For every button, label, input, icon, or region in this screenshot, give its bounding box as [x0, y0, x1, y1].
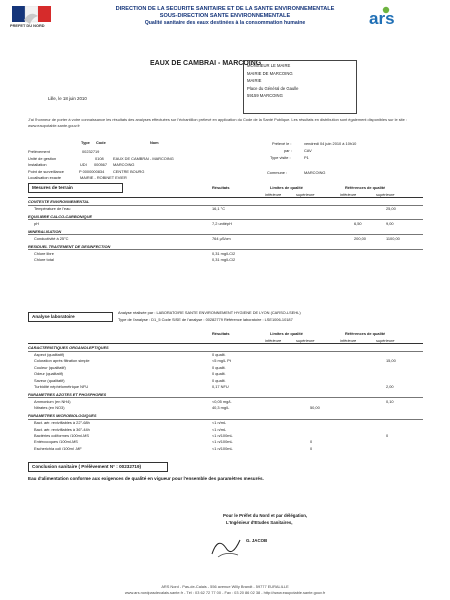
- row-result: 0 qualit.: [212, 371, 226, 377]
- row-label: Conductivité à 25°C: [34, 235, 69, 241]
- row-result: 0,17 NFU: [212, 384, 229, 389]
- meta-commune-label: Commune :: [267, 170, 288, 175]
- row-ref-sup: 1100,00: [386, 235, 400, 241]
- terrain-col-limites: Limites de qualité: [270, 185, 303, 190]
- group-heading: EQUILIBRE CALCO-CARBONIQUE: [28, 213, 92, 219]
- group-heading: RESIDUEL TRAITEMENT DE DESINFECTION: [28, 243, 111, 249]
- address-line: MAIRIE: [247, 78, 262, 84]
- row-label: Bactéries coliformes /100ml-MS: [34, 433, 89, 438]
- row-label: Turbidité néphélométrique NFU: [34, 384, 89, 389]
- row-ref-inf: 200,00: [354, 235, 366, 241]
- section-labo-label: Analyse laboratoire: [28, 312, 113, 322]
- labo-col-limites: Limites de qualité: [270, 331, 303, 336]
- meta-localisation-val: MAIRIE - ROBINET EVIER: [80, 175, 127, 180]
- address-line: MAIRIE DE MARCOING: [247, 70, 293, 76]
- meta-installation-type: UDI: [80, 162, 87, 167]
- row-label: Aspect (qualitatif): [34, 352, 65, 357]
- row-ref-sup: 9,00: [386, 220, 394, 226]
- prefet-caption: PREFET DU NORD: [10, 23, 45, 28]
- row-ref-sup: 15,00: [386, 358, 396, 364]
- group-heading: CONTEXTE ENVIRONNEMENTAL: [28, 199, 90, 204]
- meta-point-label: Point de surveillance: [28, 168, 64, 174]
- row-result: 0 qualit.: [212, 352, 226, 357]
- row-ref-sup: 2,00: [386, 384, 394, 389]
- row-label: Chlore total: [34, 257, 54, 263]
- meta-installation-nom: MARCOING: [113, 162, 135, 167]
- terrain-col-references: Références de qualité: [345, 185, 386, 190]
- labo-line-1: Analyse réalisée par : LABORATOIRE SANTE ENVIRONNEMENT HYGIENE DE LYON (CARSO-LSEHL): [118, 310, 301, 315]
- meta-par-label: par :: [284, 148, 292, 153]
- row-result: 16,1 °C: [212, 206, 226, 211]
- header-line-1: DIRECTION DE LA SECURITE SANITAIRE ET DE LA SANTE ENVIRONNEMENTALE: [115, 6, 335, 12]
- labo-sub-inf: inférieure: [265, 337, 282, 343]
- conclusion-text: Eau d'alimentation conforme aux exigences de qualité en vigueur pour l'ensemble des paramètres mesurés.: [28, 476, 264, 481]
- date-line: Lille, le 18 juin 2010: [48, 96, 87, 101]
- terrain-ref-sup: supérieure: [376, 191, 395, 197]
- meta-col-code: Code: [96, 140, 106, 145]
- terrain-col-resultats: Résultats: [212, 185, 230, 190]
- row-result: <1 n/100mL: [212, 445, 233, 451]
- signature-stamp: [208, 532, 246, 562]
- meta-preleve-label: Prélevé le :: [272, 141, 292, 146]
- row-label: pH: [34, 220, 39, 226]
- meta-localisation-label: Localisation exacte: [28, 175, 62, 180]
- address-line: 59159 MARCOING: [247, 93, 283, 99]
- row-label: Ammonium (en NH4): [34, 398, 71, 404]
- row-ref-sup: 25,00: [386, 206, 396, 211]
- row-label: Coloration après filtration simple: [34, 358, 90, 364]
- meta-preleve-val: vendredi 04 juin 2010 à 10h10: [304, 141, 357, 146]
- row-result: 0 qualit.: [212, 364, 226, 370]
- row-label: Bact. aér. revivifiables à 22°-68h: [34, 420, 90, 426]
- row-label: Chlore libre: [34, 250, 54, 256]
- meta-commune-val: MARCOING: [304, 170, 326, 175]
- row-limit-sup: 0: [310, 439, 313, 445]
- row-result: 0,31 mg/LCl2: [212, 250, 236, 256]
- signature-name: G. JACOB: [246, 538, 268, 543]
- labo-col-references: Références de qualité: [345, 331, 386, 336]
- address-line: MONSIEUR LE MAIRE: [247, 63, 291, 68]
- meta-col-type: Type: [81, 140, 90, 145]
- row-label: Escherichia coli /100ml -MF: [34, 445, 82, 451]
- republique-francaise-logo: [12, 6, 52, 32]
- meta-unite-label: Unité de gestion: [28, 155, 57, 161]
- group-heading: CARACTERISTIQUES ORGANOLEPTIQUES: [28, 345, 109, 350]
- row-result: <1 n/mL: [212, 426, 227, 432]
- group-divider: [28, 205, 423, 206]
- row-label: Nitrates (en NO3): [34, 405, 65, 411]
- ars-logo: [365, 5, 425, 27]
- row-result: 7,2 unitépH: [212, 220, 232, 226]
- row-label: Couleur (qualitatif): [34, 364, 66, 370]
- header-line-3: Qualité sanitaire des eaux destinées à la consommation humaine: [144, 20, 306, 26]
- meta-unite-nom: EAUX DE CAMBRAI - MARCOING: [113, 155, 174, 161]
- row-result: 764 µS/cm: [212, 235, 231, 241]
- row-result: <0,05 mg/L: [212, 398, 232, 404]
- meta-prelevement-label: Prélèvement: [28, 149, 50, 154]
- meta-point-nom: CENTRE BOURG: [113, 168, 145, 174]
- meta-unite-code: 0108: [95, 155, 104, 161]
- terrain-sub-sup: supérieure: [296, 191, 315, 197]
- row-label: Entérocoques /100ml-MS: [34, 439, 78, 445]
- row-result: <1 n/100mL: [212, 433, 233, 438]
- row-result: 0,31 mg/LCl2: [212, 257, 236, 263]
- row-ref-sup: 0,10: [386, 398, 394, 404]
- divider: [28, 343, 423, 344]
- meta-point-code: P 0000000834: [79, 168, 105, 174]
- header-line-2: SOUS-DIRECTION SANTE ENVIRONNEMENTALE: [159, 13, 291, 19]
- signature-line-2: L'Ingénieur d'Etudes Sanitaires,: [226, 520, 293, 525]
- row-label: Odeur (qualitatif): [34, 371, 63, 377]
- divider: [28, 197, 423, 198]
- row-result: 40,3 mg/L: [212, 405, 230, 411]
- labo-ref-inf: inférieure: [340, 337, 357, 343]
- address-line: Place du Général de Gaulle: [247, 85, 299, 91]
- ars-logo-text: ars: [369, 9, 395, 27]
- meta-installation-code: 000567: [94, 162, 107, 167]
- labo-sub-sup: supérieure: [296, 337, 315, 343]
- recipient-address: [247, 62, 298, 100]
- row-ref-inf: 6,50: [354, 220, 362, 226]
- terrain-ref-inf: inférieure: [340, 191, 357, 197]
- footer-line-1: ARS Nord - Pas-de-Calais - 556 avenue Willy Brandt - 59777 EURALILLE: [161, 584, 289, 589]
- row-result: 0 qualit.: [212, 377, 226, 383]
- conclusion-box: Conclusion sanitaire ( Prélèvement N° : 00232719): [28, 462, 168, 472]
- section-terrain-label: Mesures de terrain: [28, 183, 123, 193]
- row-result: <1 n/100mL: [212, 439, 233, 445]
- meta-col-nom: Nom: [150, 140, 159, 145]
- group-heading: PARAMETRES MICROBIOLOGIQUES: [28, 413, 97, 419]
- signature-line-1: Pour le Préfet du Nord et par délégation,: [223, 513, 308, 518]
- row-label: Saveur (qualitatif): [34, 377, 65, 383]
- intro-text: J'ai l'honneur de porter à votre connaissance les résultats des analyses effectuées sur l'échantillon prélevé en application du Code de la Santé Publique. Les résultats en distribution sont également disponibles sur le site : www.eaupotable.sante.gouv.fr: [28, 117, 407, 128]
- footer-line-2: www.ars.nordpasdecalais.sante.fr - Tél : 03 62 72 77 00 - Fax : 03 20 86 02 38 - http://www.eaupotable.sante.gouv.fr: [124, 590, 326, 595]
- meta-type-visite-label: Type visite :: [270, 155, 291, 160]
- row-limit-sup: 0: [310, 445, 313, 451]
- labo-col-resultats: Résultats: [212, 331, 230, 336]
- row-label: Bact. aér. revivifiables à 36°-44h: [34, 426, 90, 432]
- meta-par-val: CAV: [304, 148, 312, 153]
- group-heading: MINERALISATION: [28, 228, 62, 234]
- row-result: <5 mg/L Pt: [212, 358, 231, 364]
- row-label: Température de l'eau: [34, 206, 71, 211]
- meta-type-visite-val: P1: [304, 155, 309, 160]
- labo-line-2: Type de l'analyse : D1_5 Code SISE de l'analyse : 00282779 Référence laboratoire : LSE1006-10187: [118, 317, 293, 322]
- meta-installation-label: Installation: [28, 162, 47, 167]
- page-title: EAUX DE CAMBRAI - MARCOING: [150, 60, 262, 67]
- row-limit-sup: 50,00: [310, 405, 320, 411]
- row-ref-sup: 0: [386, 433, 389, 438]
- terrain-sub-inf: inférieure: [265, 191, 282, 197]
- group-heading: PARAMETRES AZOTES ET PHOSPHORES: [28, 391, 107, 397]
- row-result: <1 n/mL: [212, 420, 227, 426]
- meta-prelevement-code: 00232719: [82, 149, 100, 154]
- labo-ref-sup: supérieure: [376, 337, 395, 343]
